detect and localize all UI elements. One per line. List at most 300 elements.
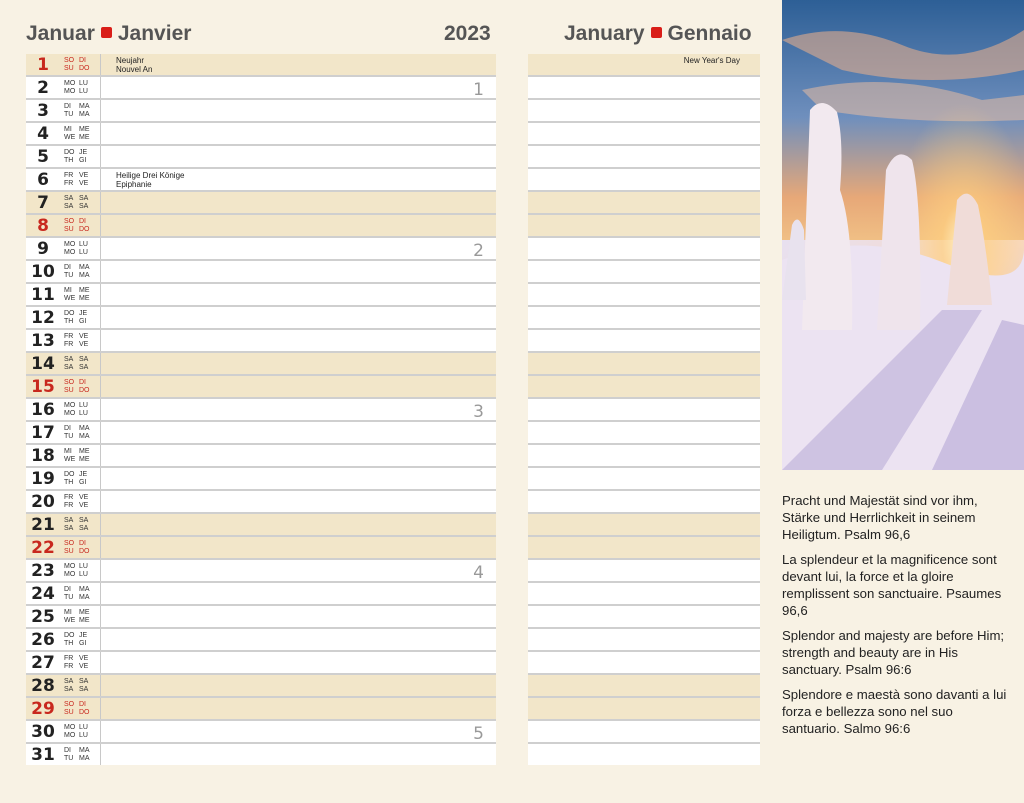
weekday-de: DO — [64, 310, 75, 317]
day-row-notes[interactable] — [528, 675, 760, 698]
day-number: 15 — [31, 377, 55, 397]
weekday-it: SA — [79, 364, 89, 371]
day-number: 4 — [37, 124, 49, 144]
day-number: 26 — [31, 630, 55, 650]
column-divider — [100, 675, 101, 696]
weekday-abbreviations — [64, 333, 98, 349]
weekday-en: TU — [64, 272, 74, 279]
weekday-abbreviations — [64, 264, 98, 280]
day-number: 12 — [31, 308, 55, 328]
weekday-abbreviations — [64, 218, 98, 234]
weekday-abbreviations — [64, 149, 98, 165]
holiday-label — [116, 171, 184, 189]
weekday-de: DI — [64, 264, 71, 271]
verse-fr: La splendeur et la magnificence sont devant lui, la force et la gloire remplissent son sanctuaire. Psaumes 96,6 — [782, 552, 1002, 618]
weekday-abbreviations — [64, 540, 98, 556]
weekday-abbreviations — [64, 195, 98, 211]
weekday-de: MI — [64, 126, 72, 133]
weekday-fr: ME — [79, 448, 90, 455]
weekday-it: SA — [79, 686, 89, 693]
weekday-en: SU — [64, 65, 74, 72]
weekday-fr: JE — [79, 149, 88, 156]
weekday-fr: MA — [79, 747, 90, 754]
day-row[interactable] — [26, 54, 496, 77]
weekday-abbreviations — [64, 609, 98, 625]
weekday-abbreviations — [64, 701, 98, 717]
weekday-fr: MA — [79, 103, 90, 110]
weekday-en: SU — [64, 387, 74, 394]
weekday-it: MA — [79, 111, 90, 118]
weekday-de: SA — [64, 356, 74, 363]
day-row-notes[interactable] — [528, 238, 760, 261]
day-row-notes[interactable] — [528, 330, 760, 353]
weekday-de: MI — [64, 609, 72, 616]
weekday-de: DI — [64, 586, 71, 593]
weekday-it: VE — [79, 663, 89, 670]
weekday-en: SA — [64, 525, 74, 532]
weekday-it: DO — [79, 548, 90, 555]
weekday-abbreviations — [64, 517, 98, 533]
weekday-abbreviations — [64, 448, 98, 464]
weekday-it: GI — [79, 157, 87, 164]
weekday-de: DI — [64, 425, 71, 432]
day-row[interactable] — [26, 537, 496, 560]
verse-de: Pracht und Majestät sind vor ihm, Stärke und Herrlichkeit in seinem Heiligtum. Psalm 96,6 — [782, 493, 978, 542]
day-number: 5 — [37, 147, 49, 167]
weekday-de: SO — [64, 218, 75, 225]
day-row-notes[interactable] — [528, 422, 760, 445]
day-row-notes[interactable] — [528, 169, 760, 192]
day-row-notes[interactable] — [528, 353, 760, 376]
weekday-it: GI — [79, 479, 87, 486]
weekday-it: LU — [79, 410, 88, 417]
day-number: 1 — [37, 55, 49, 75]
weekday-it: DO — [79, 226, 90, 233]
weekday-en: WE — [64, 134, 76, 141]
day-number: 3 — [37, 101, 49, 121]
week-number: 5 — [473, 724, 484, 744]
weekday-fr: DI — [79, 57, 86, 64]
month-fr: Janvier — [117, 22, 192, 45]
week-number: 1 — [473, 80, 484, 100]
day-row-notes[interactable] — [528, 514, 760, 537]
day-row[interactable] — [26, 376, 496, 399]
weekday-it: MA — [79, 272, 90, 279]
weekday-de: MO — [64, 241, 76, 248]
weekday-it: DO — [79, 65, 90, 72]
column-divider — [100, 560, 101, 581]
weekday-fr: VE — [79, 494, 89, 501]
weekday-fr: VE — [79, 172, 89, 179]
holiday-label — [116, 56, 152, 74]
day-row[interactable] — [26, 238, 496, 261]
weekday-de: MO — [64, 724, 76, 731]
day-number: 21 — [31, 515, 55, 535]
weekday-fr: LU — [79, 241, 88, 248]
weekday-en: TU — [64, 594, 74, 601]
day-row[interactable] — [26, 146, 496, 169]
snowy-trees-sunset-photo — [782, 0, 1024, 470]
day-number: 2 — [37, 78, 49, 98]
weekday-de: DI — [64, 103, 71, 110]
weekday-fr: DI — [79, 540, 86, 547]
day-row[interactable] — [26, 491, 496, 514]
day-row-notes[interactable] — [528, 123, 760, 146]
weekday-fr: SA — [79, 678, 89, 685]
day-row-notes[interactable] — [528, 629, 760, 652]
weekday-abbreviations — [64, 57, 98, 73]
column-divider — [100, 123, 101, 144]
day-row[interactable] — [26, 123, 496, 146]
weekday-en: TH — [64, 640, 74, 647]
column-divider — [100, 652, 101, 673]
weekday-en: FR — [64, 341, 74, 348]
day-row[interactable] — [26, 606, 496, 629]
weekday-abbreviations — [64, 655, 98, 671]
column-divider — [100, 744, 101, 765]
day-row[interactable] — [26, 215, 496, 238]
day-row[interactable] — [26, 261, 496, 284]
column-divider — [100, 146, 101, 167]
weekday-en: MO — [64, 88, 76, 95]
week-number: 2 — [473, 241, 484, 261]
day-row-notes[interactable] — [528, 100, 760, 123]
day-number: 31 — [31, 745, 55, 765]
weekday-en: TH — [64, 157, 74, 164]
weekday-en: MO — [64, 571, 76, 578]
day-row-notes[interactable] — [528, 652, 760, 675]
weekday-en: SU — [64, 548, 74, 555]
column-divider — [100, 284, 101, 305]
column-divider — [100, 307, 101, 328]
day-row[interactable] — [26, 422, 496, 445]
column-divider — [100, 514, 101, 535]
weekday-en: WE — [64, 617, 76, 624]
column-divider — [100, 54, 101, 75]
weekday-it: DO — [79, 387, 90, 394]
weekday-abbreviations — [64, 747, 98, 763]
weekday-fr: SA — [79, 356, 89, 363]
red-square-icon — [651, 27, 662, 38]
weekday-en: MO — [64, 732, 76, 739]
weekday-en: SU — [64, 226, 74, 233]
column-divider — [100, 399, 101, 420]
day-number: 20 — [31, 492, 55, 512]
day-row[interactable] — [26, 629, 496, 652]
month-de: Januar — [26, 22, 95, 45]
day-row[interactable] — [26, 514, 496, 537]
weekday-fr: DI — [79, 701, 86, 708]
weekday-abbreviations — [64, 402, 98, 418]
weekday-it: ME — [79, 617, 90, 624]
weekday-en: FR — [64, 180, 74, 187]
day-number: 28 — [31, 676, 55, 696]
column-divider — [100, 376, 101, 397]
column-divider — [100, 583, 101, 604]
column-divider — [100, 445, 101, 466]
weekday-it: GI — [79, 640, 87, 647]
day-row-notes[interactable] — [528, 215, 760, 238]
weekday-de: SA — [64, 195, 74, 202]
day-number: 19 — [31, 469, 55, 489]
weekday-abbreviations — [64, 379, 98, 395]
day-row[interactable] — [26, 675, 496, 698]
weekday-fr: LU — [79, 80, 88, 87]
weekday-en: FR — [64, 502, 74, 509]
day-row-notes[interactable] — [528, 721, 760, 744]
holiday-name: Epiphanie — [116, 180, 152, 189]
day-row-notes[interactable] — [528, 468, 760, 491]
day-row[interactable] — [26, 583, 496, 606]
day-row-notes[interactable] — [528, 445, 760, 468]
red-square-icon — [101, 27, 112, 38]
weekday-de: DO — [64, 471, 75, 478]
weekday-it: SA — [79, 525, 89, 532]
weekday-en: TU — [64, 433, 74, 440]
column-divider — [100, 422, 101, 443]
weekday-de: FR — [64, 655, 74, 662]
weekday-de: SO — [64, 701, 75, 708]
column-divider — [100, 353, 101, 374]
weekday-de: SO — [64, 540, 75, 547]
weekday-en: TU — [64, 111, 74, 118]
weekday-en: WE — [64, 295, 76, 302]
weekday-de: MI — [64, 287, 72, 294]
column-divider — [100, 261, 101, 282]
weekday-abbreviations — [64, 356, 98, 372]
weekday-de: SO — [64, 57, 75, 64]
weekday-abbreviations — [64, 241, 98, 257]
weekday-en: TH — [64, 479, 74, 486]
weekday-de: DO — [64, 149, 75, 156]
column-divider — [100, 169, 101, 190]
day-row-notes[interactable] — [528, 261, 760, 284]
day-number: 22 — [31, 538, 55, 558]
day-number: 24 — [31, 584, 55, 604]
day-row-notes[interactable] — [528, 146, 760, 169]
weekday-fr: MA — [79, 425, 90, 432]
column-divider — [100, 468, 101, 489]
weekday-fr: VE — [79, 655, 89, 662]
day-row-notes[interactable] — [528, 376, 760, 399]
weekday-en: SU — [64, 709, 74, 716]
scripture-verses — [782, 492, 1014, 745]
day-row[interactable] — [26, 192, 496, 215]
weekday-de: SA — [64, 517, 74, 524]
day-row-notes[interactable] — [528, 307, 760, 330]
column-divider — [100, 100, 101, 121]
day-number: 27 — [31, 653, 55, 673]
day-row[interactable] — [26, 744, 496, 765]
day-row[interactable] — [26, 307, 496, 330]
weekday-it: GI — [79, 318, 87, 325]
weekday-en: TH — [64, 318, 74, 325]
day-number: 30 — [31, 722, 55, 742]
column-divider — [100, 215, 101, 236]
weekday-abbreviations — [64, 678, 98, 694]
day-number: 7 — [37, 193, 49, 213]
day-row-notes[interactable] — [528, 491, 760, 514]
week-number: 4 — [473, 563, 484, 583]
weekday-fr: LU — [79, 402, 88, 409]
verse-it: Splendore e maestà sono davanti a lui forza e bellezza sono nel suo santuario. Salmo 96:6 — [782, 687, 1007, 736]
weekday-it: LU — [79, 571, 88, 578]
day-row[interactable] — [26, 445, 496, 468]
day-number: 25 — [31, 607, 55, 627]
weekday-de: FR — [64, 494, 74, 501]
day-row-notes[interactable] — [528, 284, 760, 307]
day-row[interactable] — [26, 169, 496, 192]
weekday-fr: JE — [79, 471, 88, 478]
weekday-it: ME — [79, 134, 90, 141]
weekday-fr: SA — [79, 517, 89, 524]
day-number: 17 — [31, 423, 55, 443]
weekday-en: SA — [64, 203, 74, 210]
weekday-en: FR — [64, 663, 74, 670]
day-row[interactable] — [26, 284, 496, 307]
column-divider — [100, 698, 101, 719]
day-number: 23 — [31, 561, 55, 581]
week-number: 3 — [473, 402, 484, 422]
verse-en: Splendor and majesty are before Him; strength and beauty are in His sanctuary. Psalm 96:6 — [782, 628, 1005, 677]
weekday-abbreviations — [64, 425, 98, 441]
weekday-abbreviations — [64, 287, 98, 303]
column-divider — [100, 491, 101, 512]
weekday-abbreviations — [64, 126, 98, 142]
weekday-abbreviations — [64, 494, 98, 510]
day-number: 18 — [31, 446, 55, 466]
day-number: 14 — [31, 354, 55, 374]
month-en: January — [564, 22, 645, 45]
weekday-fr: SA — [79, 195, 89, 202]
weekday-de: DI — [64, 747, 71, 754]
holiday-label-en: New Year's Day — [683, 56, 740, 65]
day-row-notes[interactable] — [528, 77, 760, 100]
column-divider — [100, 77, 101, 98]
weekday-en: MO — [64, 410, 76, 417]
weekday-fr: DI — [79, 379, 86, 386]
weekday-it: MA — [79, 433, 90, 440]
weekday-en: MO — [64, 249, 76, 256]
day-row[interactable] — [26, 698, 496, 721]
day-row-notes[interactable] — [528, 192, 760, 215]
year-label: 2023 — [444, 22, 491, 45]
weekday-en: SA — [64, 364, 74, 371]
weekday-it: VE — [79, 341, 89, 348]
column-divider — [100, 238, 101, 259]
day-number: 16 — [31, 400, 55, 420]
day-number: 11 — [31, 285, 55, 305]
weekday-de: MO — [64, 80, 76, 87]
weekday-it: VE — [79, 180, 89, 187]
day-row[interactable] — [26, 77, 496, 100]
weekday-fr: ME — [79, 609, 90, 616]
holiday-name: Nouvel An — [116, 65, 153, 74]
weekday-de: MO — [64, 402, 76, 409]
day-number: 13 — [31, 331, 55, 351]
day-row[interactable] — [26, 721, 496, 744]
holiday-name: Neujahr — [116, 56, 145, 65]
weekday-it: LU — [79, 249, 88, 256]
weekday-de: FR — [64, 172, 74, 179]
day-row[interactable] — [26, 399, 496, 422]
day-number: 8 — [37, 216, 49, 236]
day-row-notes[interactable] — [528, 744, 760, 765]
weekday-fr: LU — [79, 724, 88, 731]
weekday-it: LU — [79, 732, 88, 739]
day-row[interactable] — [26, 560, 496, 583]
day-row-notes[interactable] — [528, 399, 760, 422]
weekday-it: MA — [79, 594, 90, 601]
day-row[interactable] — [26, 100, 496, 123]
day-row[interactable] — [26, 468, 496, 491]
day-row-notes[interactable] — [528, 54, 760, 77]
month-header-left — [26, 22, 191, 46]
day-row-notes[interactable] — [528, 537, 760, 560]
weekday-abbreviations — [64, 172, 98, 188]
column-divider — [100, 721, 101, 742]
month-it: Gennaio — [667, 22, 752, 45]
weekday-it: ME — [79, 295, 90, 302]
column-divider — [100, 629, 101, 650]
weekday-abbreviations — [64, 724, 98, 740]
column-divider — [100, 537, 101, 558]
calendar-left-page — [26, 54, 496, 765]
month-header-right — [564, 22, 752, 46]
day-row[interactable] — [26, 652, 496, 675]
day-row-notes[interactable] — [528, 560, 760, 583]
weekday-it: ME — [79, 456, 90, 463]
weekday-abbreviations — [64, 563, 98, 579]
weekday-abbreviations — [64, 471, 98, 487]
day-number: 10 — [31, 262, 55, 282]
weekday-it: SA — [79, 203, 89, 210]
weekday-fr: JE — [79, 632, 88, 639]
day-row[interactable] — [26, 330, 496, 353]
weekday-abbreviations — [64, 80, 98, 96]
weekday-fr: MA — [79, 586, 90, 593]
column-divider — [100, 606, 101, 627]
weekday-fr: DI — [79, 218, 86, 225]
weekday-abbreviations — [64, 586, 98, 602]
day-row-notes[interactable] — [528, 606, 760, 629]
calendar-right-page — [528, 54, 760, 765]
weekday-de: FR — [64, 333, 74, 340]
weekday-fr: ME — [79, 287, 90, 294]
weekday-abbreviations — [64, 103, 98, 119]
weekday-en: WE — [64, 456, 76, 463]
weekday-fr: VE — [79, 333, 89, 340]
weekday-fr: ME — [79, 126, 90, 133]
day-row-notes[interactable] — [528, 583, 760, 606]
weekday-it: DO — [79, 709, 90, 716]
weekday-it: VE — [79, 502, 89, 509]
weekday-de: SO — [64, 379, 75, 386]
holiday-name: Heilige Drei Könige — [116, 171, 185, 180]
day-number: 29 — [31, 699, 55, 719]
weekday-abbreviations — [64, 632, 98, 648]
weekday-fr: MA — [79, 264, 90, 271]
day-row-notes[interactable] — [528, 698, 760, 721]
weekday-en: TU — [64, 755, 74, 762]
column-divider — [100, 330, 101, 351]
weekday-abbreviations — [64, 310, 98, 326]
weekday-de: DO — [64, 632, 75, 639]
day-row[interactable] — [26, 353, 496, 376]
weekday-de: MO — [64, 563, 76, 570]
weekday-en: SA — [64, 686, 74, 693]
weekday-de: MI — [64, 448, 72, 455]
